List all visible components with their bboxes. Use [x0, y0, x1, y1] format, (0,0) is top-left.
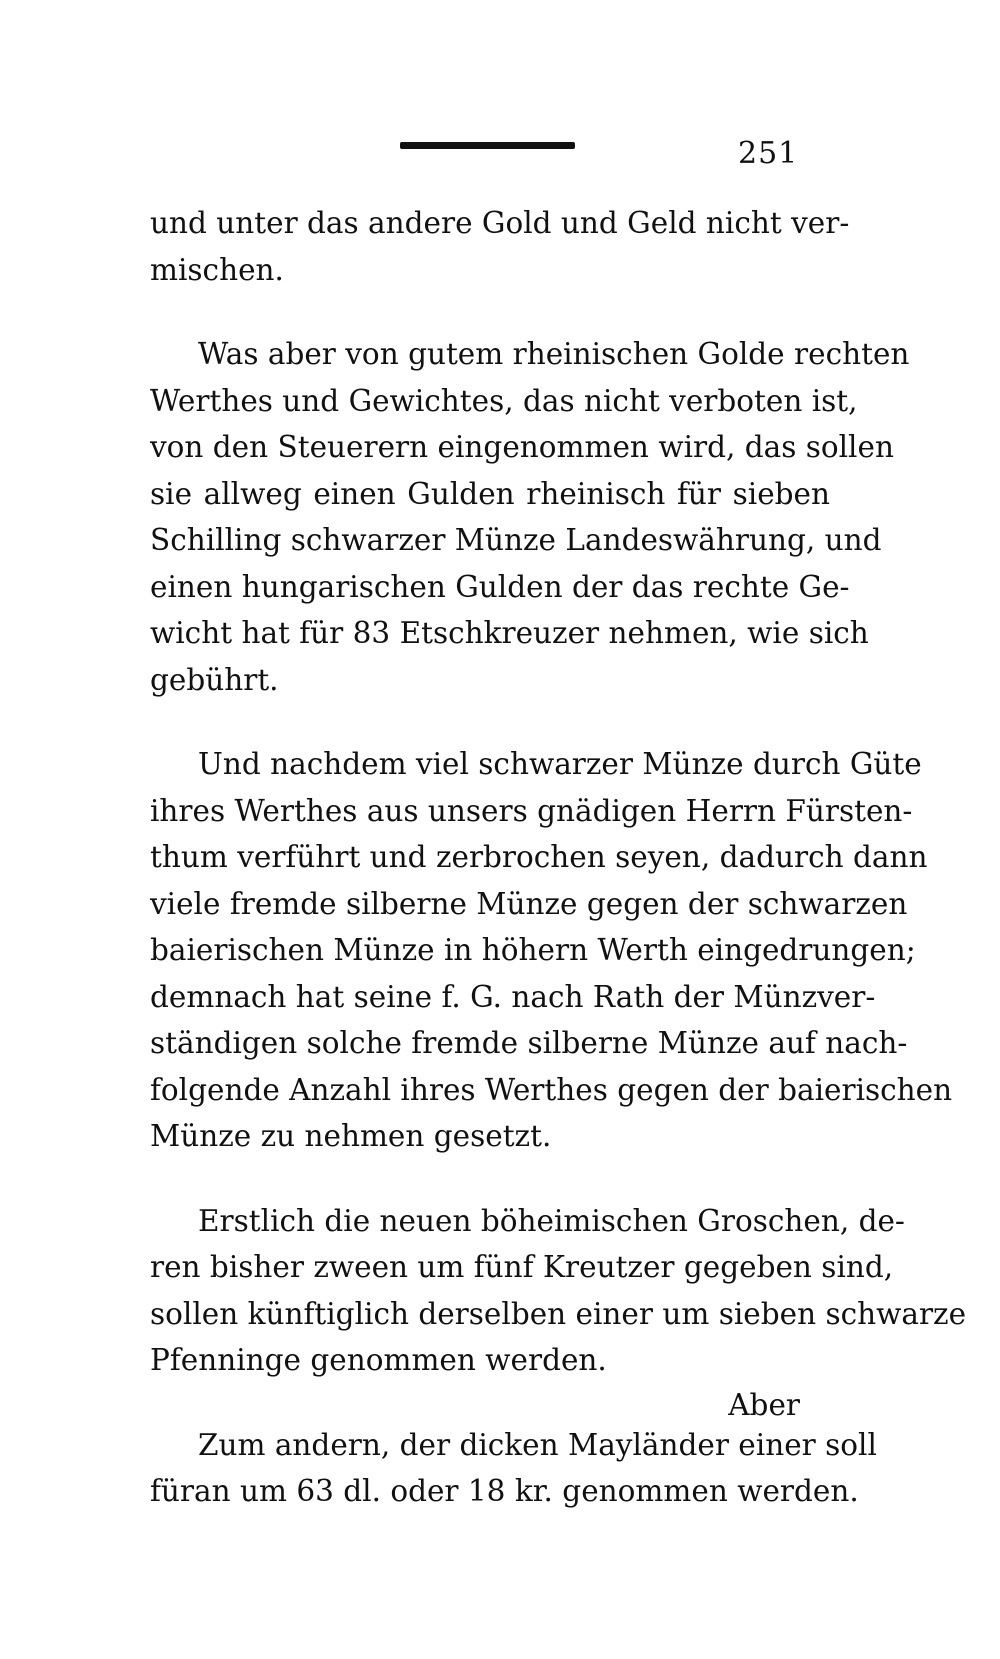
text-line: viele fremde silberne Münze gegen der schwarzen: [150, 886, 908, 921]
text-line: von den Steuerern eingenommen wird, das sollen: [150, 430, 894, 464]
text-line: Pfenninge genommen werden.: [150, 1343, 607, 1377]
text-line: Und nachdem viel schwarzer Münze durch Güte: [198, 747, 922, 781]
text-line: Erstlich die neuen böheimischen Groschen, de-: [198, 1203, 905, 1238]
text-line: demnach hat seine f. G. nach Rath der Münzver-: [150, 979, 876, 1014]
paragraph-4: [150, 1198, 967, 1384]
paragraph-2: [150, 331, 910, 703]
text-line: ren bisher zween um fünf Kreutzer gegeben sind,: [150, 1250, 894, 1284]
text-line: ihres Werthes aus unsers gnädigen Herrn Fürsten-: [150, 793, 913, 828]
text-line: mischen.: [150, 252, 284, 287]
paragraph-1: [150, 200, 850, 293]
text-line: sollen künftiglich derselben einer um sieben schwarze: [150, 1296, 967, 1331]
text-line: baierischen Münze in höhern Werth eingedrungen;: [150, 933, 916, 967]
header-rule: [400, 142, 575, 149]
text-line: gebührt.: [150, 662, 279, 697]
text-line: folgende Anzahl ihres Werthes gegen der baierischen: [150, 1072, 953, 1107]
catchword: Aber: [728, 1388, 800, 1422]
text-line: thum verführt und zerbrochen seyen, dadurch dann: [150, 840, 928, 874]
paragraph-3: [150, 741, 953, 1160]
text-line: sie allweg einen Gulden rheinisch für sieben: [150, 476, 830, 511]
text-line: und unter das andere Gold und Geld nicht ver-: [150, 206, 850, 240]
text-line: Münze zu nehmen gesetzt.: [150, 1119, 552, 1153]
text-line: Schilling schwarzer Münze Landeswährung, und: [150, 523, 882, 557]
text-line: Was aber von gutem rheinischen Golde rechten: [198, 337, 910, 371]
text-line: Werthes und Gewichtes, das nicht verboten ist,: [150, 383, 858, 418]
paragraph-5: [150, 1422, 877, 1515]
text-line: einen hungarischen Gulden der das rechte Ge-: [150, 569, 850, 604]
text-line: wicht hat für 83 Etschkreuzer nehmen, wie sich: [150, 616, 869, 650]
text-line: füran um 63 dl. oder 18 kr. genommen werden.: [150, 1474, 859, 1508]
text-line: ständigen solche fremde silberne Münze auf nach-: [150, 1026, 908, 1060]
page-number: 251: [738, 136, 799, 171]
text-line: Zum andern, der dicken Mayländer einer soll: [198, 1427, 877, 1462]
body-text: [150, 200, 967, 1553]
